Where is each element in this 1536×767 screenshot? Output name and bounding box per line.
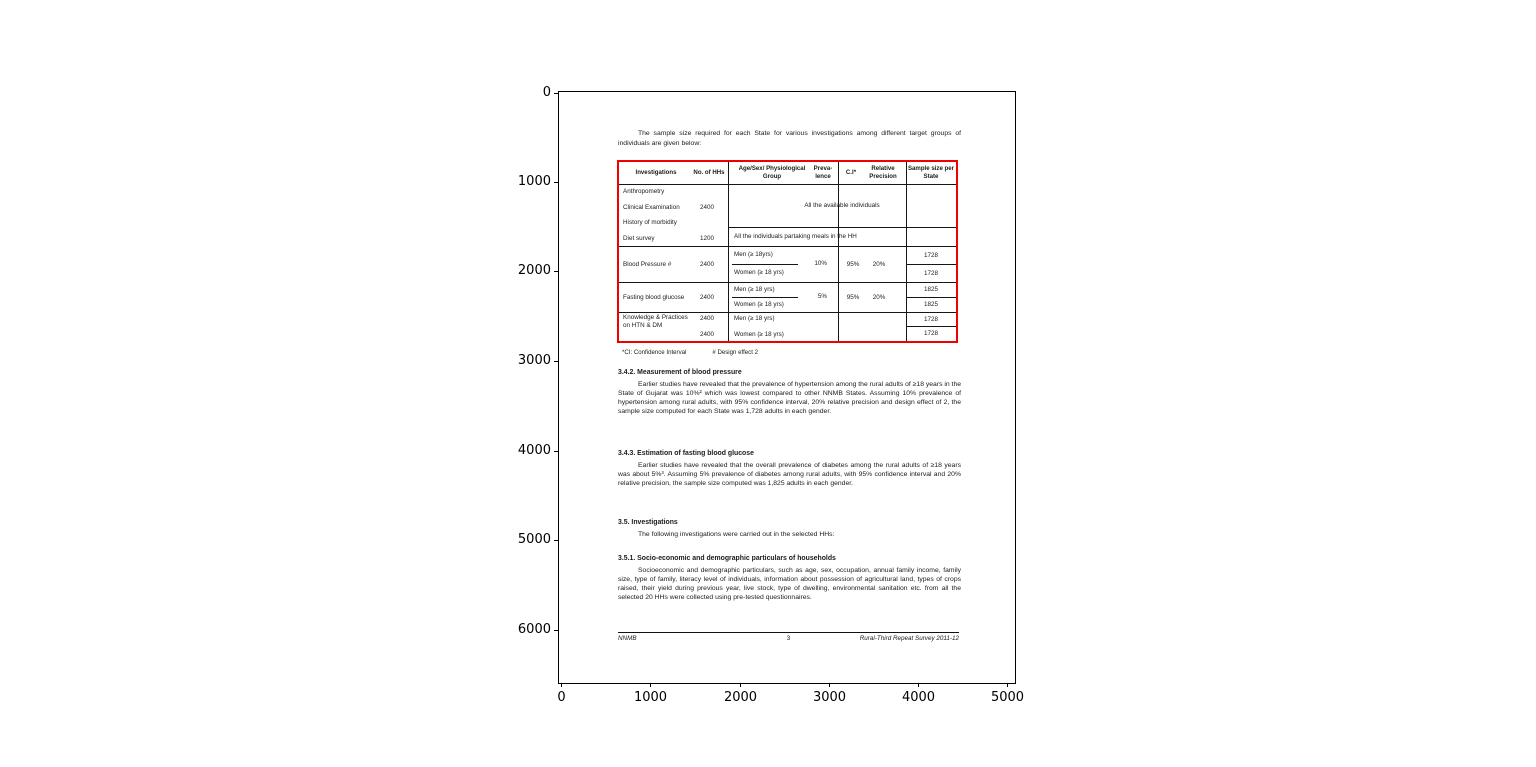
section-investigations — [618, 519, 961, 539]
precision-value: 20% — [872, 260, 886, 268]
page-footer — [618, 635, 959, 642]
table-row — [619, 188, 728, 195]
all-partaking-cell: All the individuals partaking meals in the HH — [734, 233, 857, 240]
section-heading: 3.5. Investigations — [618, 519, 678, 526]
footer-org: NNMB — [618, 635, 637, 642]
footnote-ci: *CI: Confidence Interval — [622, 349, 687, 356]
sample-size-table — [617, 160, 958, 343]
tick-mark — [561, 683, 562, 687]
x-tick-label: 2000 — [723, 690, 758, 705]
group-women: Women (≥ 18 yrs) — [734, 301, 784, 308]
y-tick-label: 3000 — [517, 353, 551, 368]
col-header-hhs: No. of HHs — [693, 169, 725, 177]
tick-mark — [554, 361, 558, 362]
footnote-design-effect: # Design effect 2 — [712, 349, 758, 356]
investigation-label: Blood Pressure # — [623, 260, 672, 268]
sample-size-value: 1728 — [923, 251, 938, 259]
y-tick-label: 0 — [542, 85, 551, 100]
investigation-label: Knowledge & Practices on HTN & DM — [623, 314, 688, 330]
tick-mark — [554, 630, 558, 631]
x-tick — [990, 683, 1025, 705]
section-socio-economic — [618, 555, 961, 603]
footer-page-number: 3 — [786, 635, 791, 642]
investigation-label: Clinical Examination — [623, 203, 680, 211]
tick-mark — [650, 683, 651, 687]
precision-value: 20% — [872, 293, 886, 301]
sample-size-value: 1728 — [923, 330, 938, 337]
hhs-value: 2400 — [699, 315, 714, 322]
x-tick-label: 0 — [557, 690, 566, 705]
tick-mark — [829, 683, 830, 687]
table-footnote — [622, 349, 784, 356]
general-investigations-rows — [619, 184, 728, 246]
footer-survey-title: Rural-Third Repeat Survey 2011-12 — [859, 635, 960, 642]
col-header-sample: Sample size per State — [907, 165, 955, 180]
sample-size-value: 1728 — [923, 269, 938, 277]
ci-value: 95% — [846, 260, 860, 268]
tick-mark — [554, 540, 558, 541]
tick-mark — [740, 683, 741, 687]
hhs-value: 2400 — [699, 260, 714, 268]
plot-area — [517, 85, 1025, 705]
investigation-label: History of morbidity — [623, 219, 677, 227]
group-women: Women (≥ 18 yrs) — [734, 331, 784, 338]
investigation-label: Diet survey — [623, 234, 655, 242]
y-tick-label: 1000 — [517, 174, 551, 189]
x-tick-label: 5000 — [990, 690, 1025, 705]
tick-mark — [554, 271, 558, 272]
sample-size-value: 1825 — [923, 301, 938, 308]
section-heading: 3.5.1. Socio-economic and demographic particulars of households — [618, 555, 836, 562]
y-tick-label: 4000 — [517, 443, 551, 458]
section-measurement-bp — [618, 369, 961, 417]
section-heading: 3.4.3. Estimation of fasting blood glucose — [618, 450, 754, 457]
sample-size-value: 1825 — [923, 286, 938, 293]
footer-rule — [618, 632, 959, 633]
group-men: Men (≥ 18yrs) — [734, 251, 773, 258]
section-heading: 3.4.2. Measurement of blood pressure — [618, 369, 742, 376]
col-header-group: Age/Sex/ Physiological Group — [738, 165, 806, 180]
x-tick — [633, 683, 668, 705]
table-row — [619, 204, 728, 211]
table-row-fasting-glucose — [619, 282, 728, 312]
x-tick-label: 4000 — [901, 690, 936, 705]
ci-value: 95% — [846, 293, 860, 301]
table-row — [619, 235, 728, 242]
x-tick-label: 1000 — [633, 690, 668, 705]
col-header-precision: Relative Precision — [869, 165, 897, 180]
prevalence-value: 10% — [814, 260, 827, 267]
sample-size-value: 1728 — [923, 315, 938, 323]
prevalence-value: 5% — [817, 293, 827, 300]
tick-mark — [554, 182, 558, 183]
x-tick — [812, 683, 847, 705]
tick-mark — [554, 451, 558, 452]
x-tick-label: 3000 — [812, 690, 847, 705]
col-header-prevalence: Preva-lence — [813, 165, 833, 180]
hhs-value: 2400 — [699, 293, 714, 301]
table-row-blood-pressure — [619, 246, 728, 282]
group-women: Women (≥ 18 yrs) — [734, 269, 784, 276]
table-row — [619, 219, 728, 226]
x-tick — [723, 683, 758, 705]
y-tick-label: 2000 — [517, 263, 551, 278]
hhs-value: 1200 — [699, 234, 714, 242]
investigation-label: Fasting blood glucose — [623, 293, 685, 301]
col-header-investigations: Investigations — [635, 169, 677, 177]
hhs-value: 2400 — [699, 331, 714, 338]
x-tick — [557, 683, 566, 705]
all-individuals-cell: All the available individuals — [804, 202, 880, 209]
hhs-value: 2400 — [699, 203, 714, 211]
tick-mark — [1007, 683, 1008, 687]
section-body: Socioeconomic and demographic particulars, such as age, sex, occupation, annual family income, family size, type of family, literacy level of individuals, information about possession of agricultural land, types of crops raised, their yield during previous year, live stock, type of dwelling, environmental sanitation etc. from all the selected 20 HHs were collected using pre-tested questionnaires. — [618, 566, 961, 602]
section-body: Earlier studies have revealed that the overall prevalence of diabetes among the rural adults of ≥18 years was about 5%³. Assuming 5% prevalence of diabetes among rural adults, with 95% confidence interval and 20% relative precision, the sample size computed was 1,825 adults in each gender. — [618, 461, 961, 488]
group-men: Men (≥ 18 yrs) — [734, 315, 775, 322]
tick-mark — [918, 683, 919, 687]
section-fasting-glucose — [618, 450, 961, 488]
investigation-label: Anthropometry — [623, 188, 665, 196]
col-header-ci: C.I* — [845, 169, 857, 177]
x-tick — [901, 683, 936, 705]
document-page — [559, 92, 1015, 683]
section-body: Earlier studies have revealed that the prevalence of hypertension among the rural adults of ≥18 years in the State of Gujarat was 10%² which was lowest compared to other NNMB States. Assuming 10% prevalence of hypertension among rural adults, with 95% confidence interval, 20% relative precision and design effect of 2, the sample size computed for each State was 1,728 adults in each gender. — [618, 380, 961, 416]
section-body: The following investigations were carried out in the selected HHs: — [638, 530, 835, 538]
intro-paragraph: The sample size required for each State for various investigations among different target groups of individuals are given below: — [618, 130, 961, 147]
y-tick-label: 6000 — [517, 622, 551, 637]
tick-mark — [554, 93, 558, 94]
y-tick-label: 5000 — [517, 532, 551, 547]
group-men: Men (≥ 18 yrs) — [734, 286, 775, 293]
